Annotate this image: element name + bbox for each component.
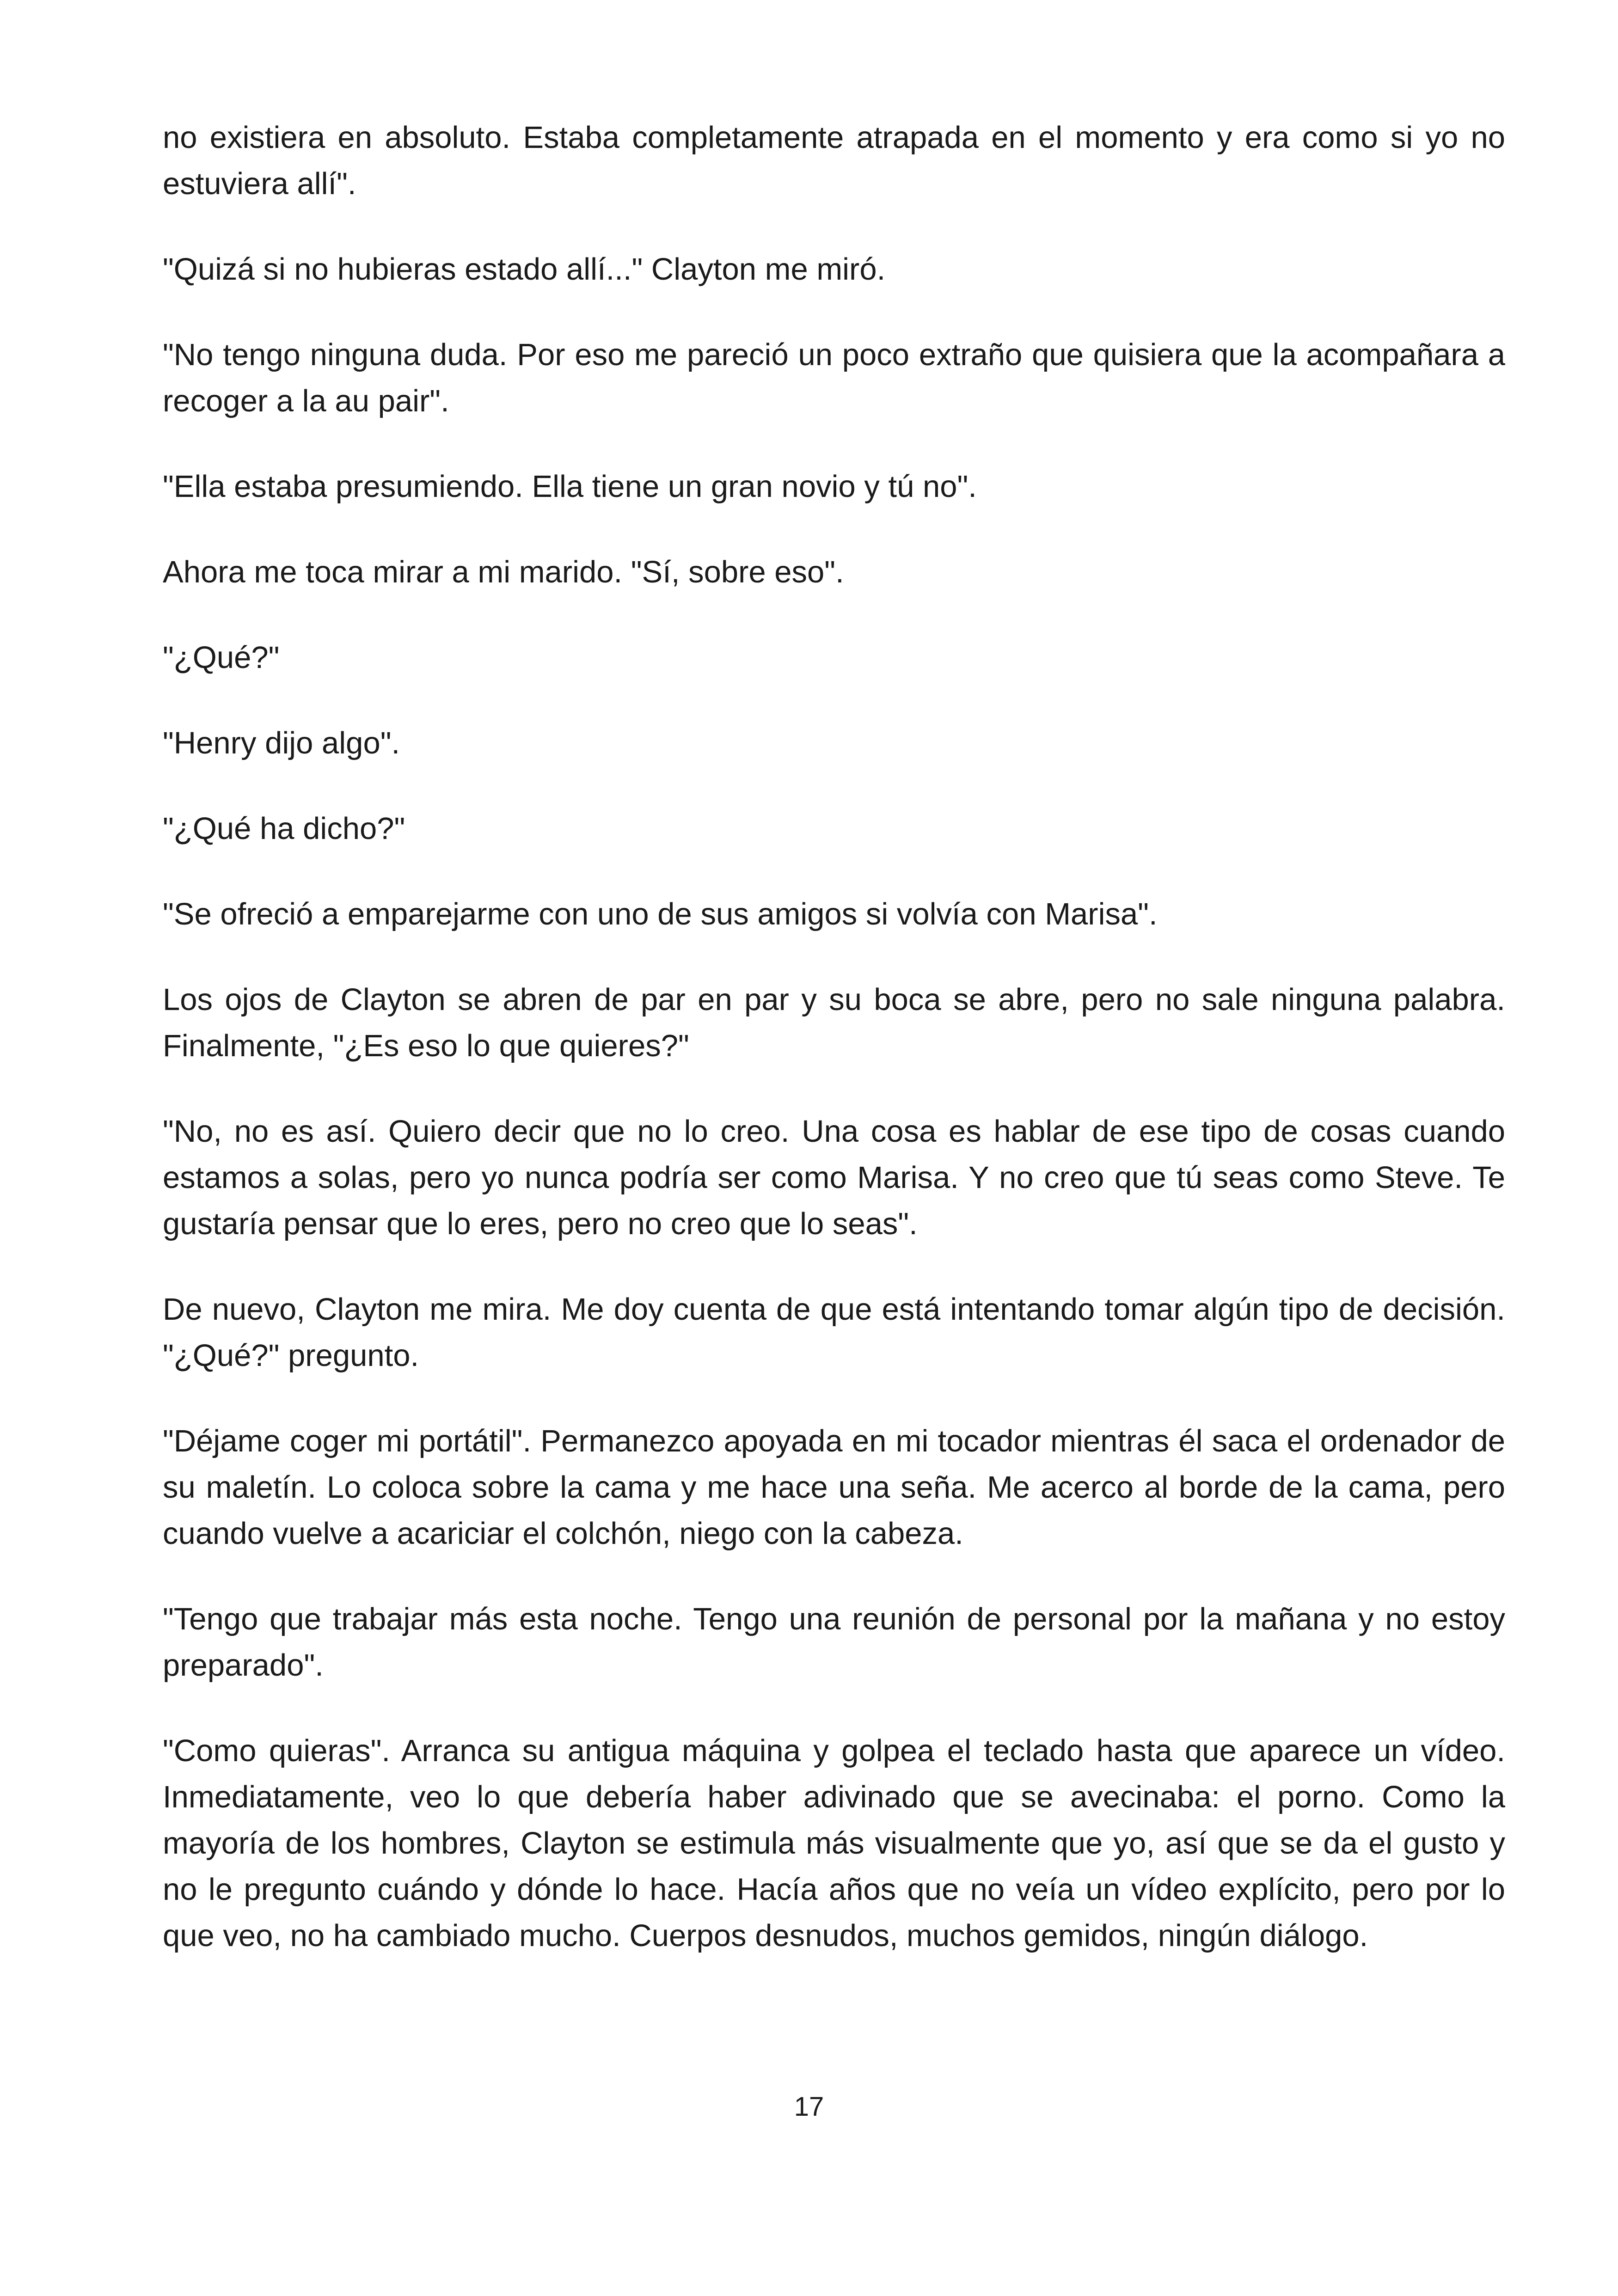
paragraph: "Henry dijo algo". xyxy=(163,726,400,760)
paragraph: "No, no es así. Quiero decir que no lo creo. Una cosa es hablar de ese tipo de cosas cuando estamos a solas, pero yo nunca podría ser como Marisa. Y no creo que tú seas como Steve. Te gustaría pensar que lo eres, pero no creo que lo seas". xyxy=(163,1114,1505,1241)
paragraph: "No tengo ninguna duda. Por eso me pareció un poco extraño que quisiera que la acompañara a recoger a la au pair". xyxy=(163,337,1505,418)
paragraph: Ahora me toca mirar a mi marido. "Sí, sobre eso". xyxy=(163,555,844,589)
page-number: 17 xyxy=(794,2092,824,2122)
paragraph: "Como quieras". Arranca su antigua máquina y golpea el teclado hasta que aparece un vídeo. Inmediatamente, veo lo que debería haber adivinado que se avecinaba: el porno. Como la mayoría de los hombres, Clayton se estimula más visualmente que yo, así que se da el gusto y no le pregunto cuándo y dónde lo hace. Hacía años que no veía un vídeo explícito, pero por lo que veo, no ha cambiado mucho. Cuerpos desnudos, muchos gemidos, ningún diálogo. xyxy=(163,1733,1505,1953)
paragraph: Los ojos de Clayton se abren de par en par y su boca se abre, pero no sale ninguna palabra. Finalmente, "¿Es eso lo que quieres?" xyxy=(163,982,1505,1063)
paragraph: "¿Qué?" xyxy=(163,640,280,675)
paragraph: "Tengo que trabajar más esta noche. Tengo una reunión de personal por la mañana y no estoy preparado". xyxy=(163,1602,1505,1683)
paragraph: no existiera en absoluto. Estaba completamente atrapada en el momento y era como si yo no estuviera allí". xyxy=(163,120,1505,201)
paragraph: "Quizá si no hubieras estado allí..." Clayton me miró. xyxy=(163,252,886,287)
paragraph: De nuevo, Clayton me mira. Me doy cuenta de que está intentando tomar algún tipo de decisión. "¿Qué?" pregunto. xyxy=(163,1292,1505,1373)
paragraph: "Ella estaba presumiendo. Ella tiene un gran novio y tú no". xyxy=(163,469,977,504)
body-text xyxy=(163,115,1505,1998)
paragraph: "Déjame coger mi portátil". Permanezco apoyada en mi tocador mientras él saca el ordenador de su maletín. Lo coloca sobre la cama y me hace una seña. Me acerco al borde de la cama, pero cuando vuelve a acariciar el colchón, niego con la cabeza. xyxy=(163,1424,1505,1551)
paragraph: "Se ofreció a emparejarme con uno de sus amigos si volvía con Marisa". xyxy=(163,897,1158,931)
paragraph: "¿Qué ha dicho?" xyxy=(163,811,405,846)
